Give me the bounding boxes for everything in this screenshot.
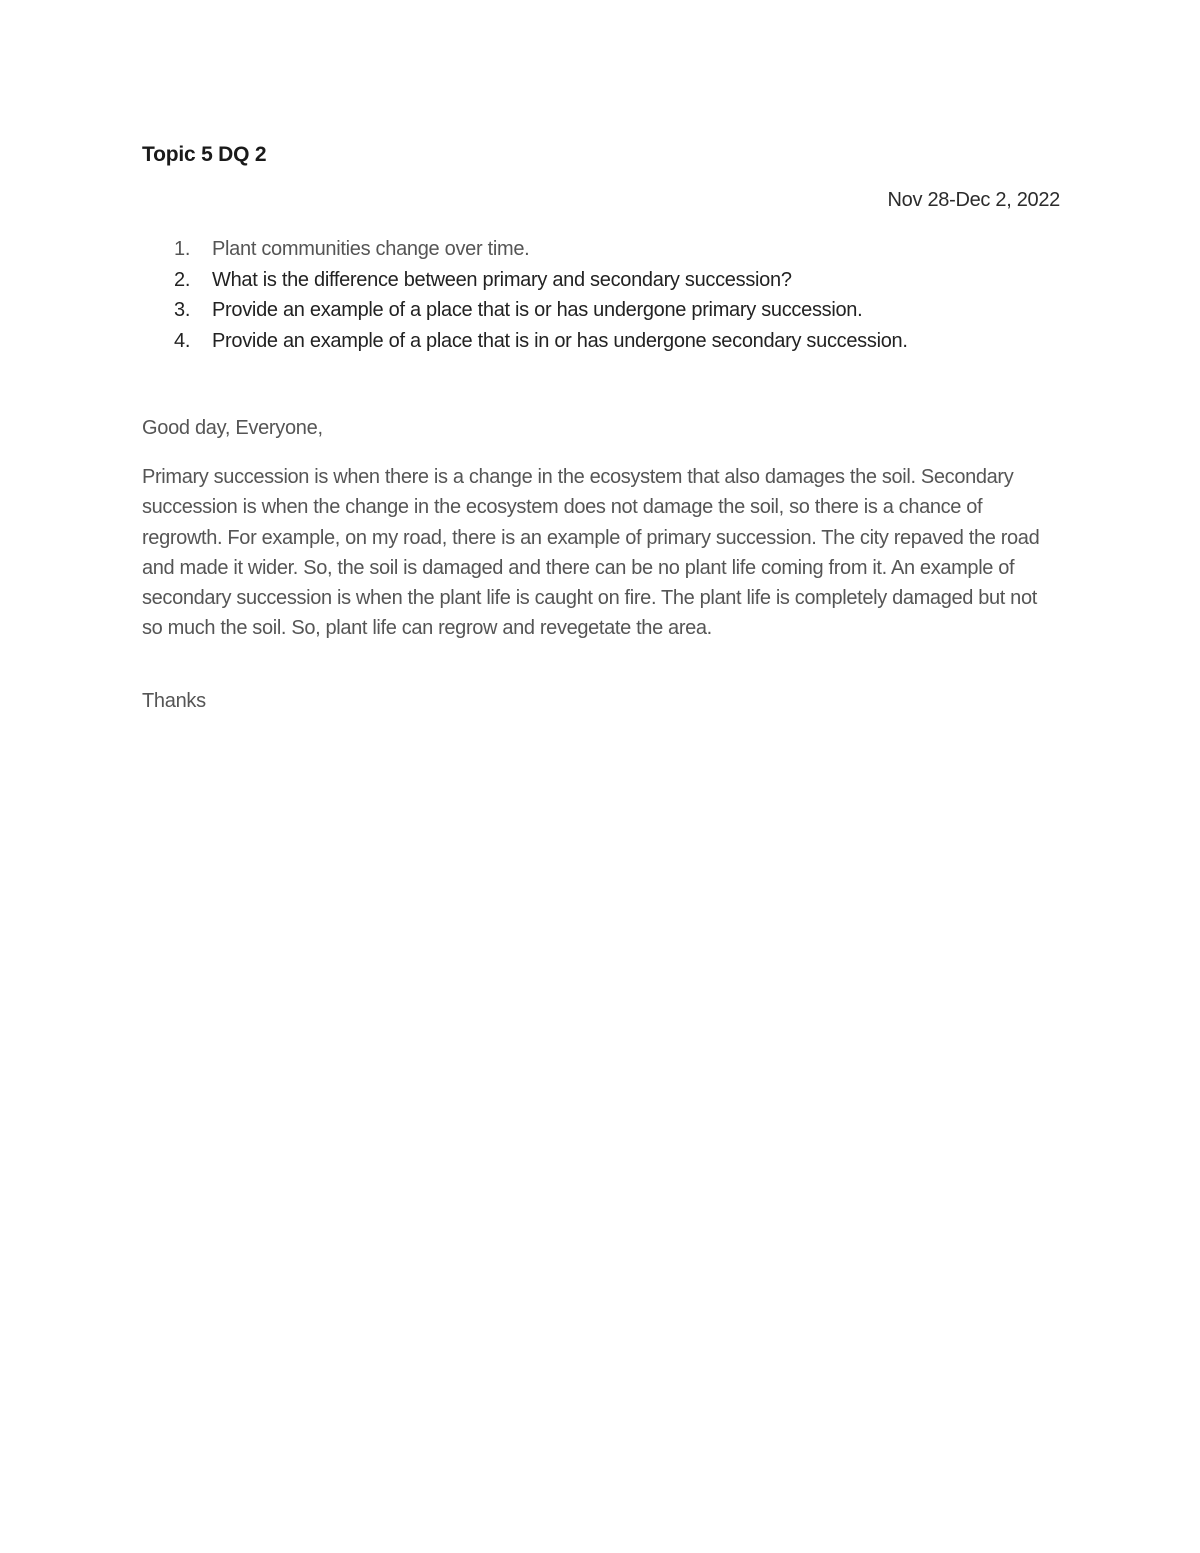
list-item-number: 1. <box>174 238 191 260</box>
list-item-number: 3. <box>174 299 191 321</box>
list-item-number: 2. <box>174 268 191 291</box>
list-item-text: Provide an example of a place that is in or has undergone secondary succession. <box>212 329 908 352</box>
list-item <box>142 295 1082 326</box>
greeting: Good day, Everyone, <box>142 417 323 439</box>
document-date: Nov 28-Dec 2, 2022 <box>887 189 1060 211</box>
list-item <box>142 326 1082 357</box>
body-paragraph: Primary succession is when there is a change in the ecosystem that also damages the soil. Secondary succession is when the change in the ecosystem does not damage the soil, so there is a chance of regrowth. For example, on my road, there is an example of primary succession. The city repaved the road and made it wider. So, the soil is damaged and there can be no plant life coming from it. An example of secondary succession is when the plant life is caught on fire. The plant life is completely damaged but not so much the soil. So, plant life can regrow and revegetate the area. <box>142 466 1040 640</box>
document-title: Topic 5 DQ 2 <box>142 143 267 166</box>
question-list <box>142 234 1082 356</box>
list-item-text: What is the difference between primary and secondary succession? <box>212 268 792 291</box>
list-item-text: Plant communities change over time. <box>212 238 530 260</box>
list-item-text: Provide an example of a place that is or has undergone primary succession. <box>212 299 863 321</box>
list-item <box>142 234 1082 265</box>
list-item-number: 4. <box>174 329 191 352</box>
list-item <box>142 265 1082 296</box>
closing: Thanks <box>142 690 206 712</box>
